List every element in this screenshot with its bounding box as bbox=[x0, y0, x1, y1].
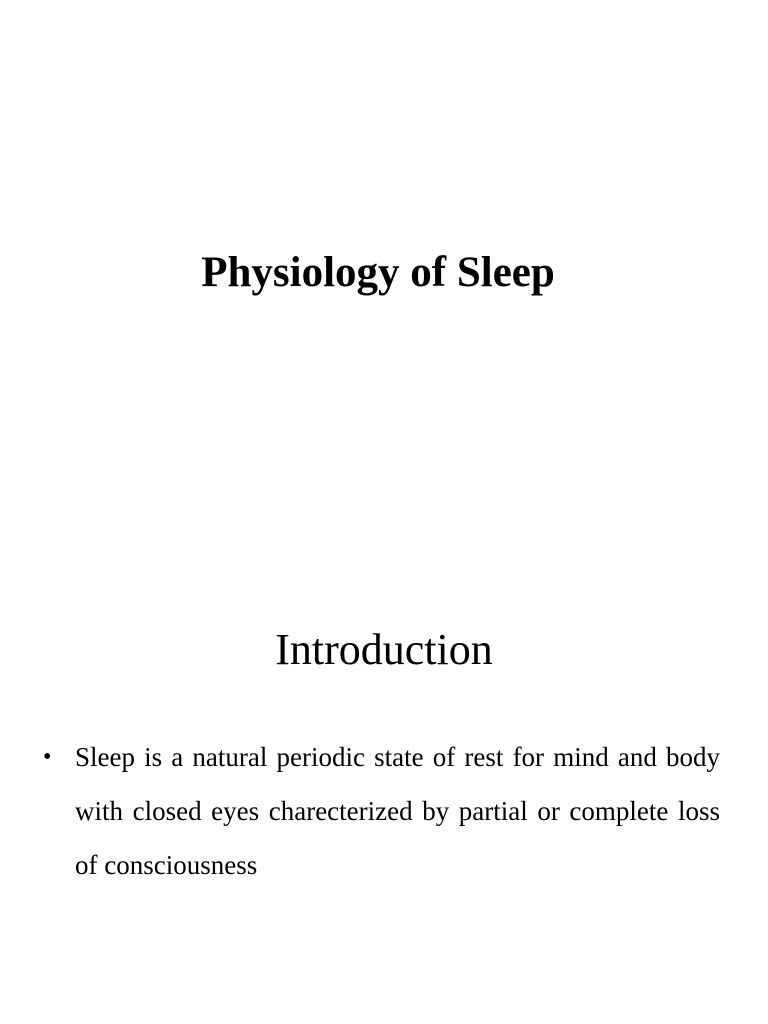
bullet-dot-icon: • bbox=[43, 744, 52, 770]
document-title: Physiology of Sleep bbox=[201, 249, 555, 296]
bullet-text: Sleep is a natural periodic state of rest for mind and body with closed eyes charecterized by partial or complete loss of consciousness bbox=[75, 742, 720, 880]
list-item bbox=[43, 730, 720, 892]
bullet-list bbox=[43, 730, 720, 892]
section-heading-introduction: Introduction bbox=[275, 625, 493, 674]
